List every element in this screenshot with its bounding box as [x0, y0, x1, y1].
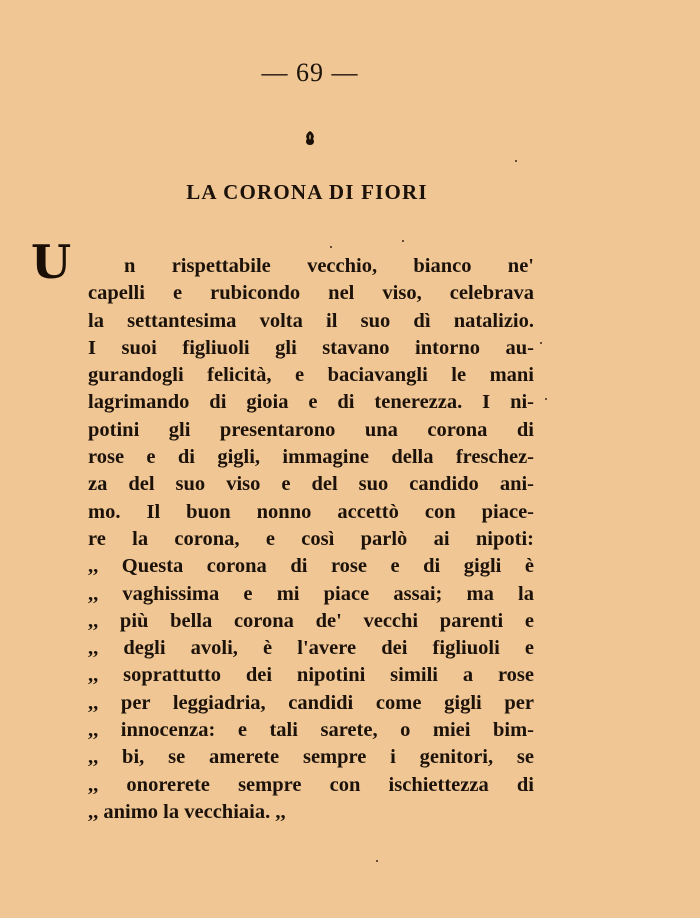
text-line: ,, onorerete sempre con ischiettezza di [88, 773, 534, 796]
text-line: potini gli presentarono una corona di [88, 418, 534, 441]
text-line: ,, animo la vecchiaia. ,, [88, 800, 286, 823]
text-line: I suoi figliuoli gli stavano intorno au- [88, 336, 534, 359]
text-line: n rispettabile vecchio, bianco ne' [124, 255, 534, 277]
text-line: ,, per leggiadria, candidi come gigli per [88, 691, 534, 714]
print-speck [330, 246, 332, 248]
ornament-icon [303, 130, 317, 146]
text-line: capelli e rubicondo nel viso, celebrava [88, 282, 534, 305]
print-speck [545, 398, 547, 400]
body-text [88, 253, 534, 826]
page-number: — 69 — [261, 58, 359, 87]
text-line: ,, degli avoli, è l'avere dei figliuoli e [88, 637, 534, 660]
text-line: gurandogli felicità, e baciavangli le mani [88, 364, 534, 387]
text-line: re la corona, e così parlò ai nipoti: [88, 527, 534, 550]
print-speck [540, 342, 542, 344]
text-line: ,, soprattutto dei nipotini simili a rose [88, 664, 534, 687]
text-line: ,, innocenza: e tali sarete, o miei bim- [88, 719, 534, 742]
text-line: ,, bi, se amerete sempre i genitori, se [88, 746, 534, 769]
text-line: la settantesima volta il suo dì natalizio. [88, 309, 534, 332]
text-line: rose e di gigli, immagine della freschez- [88, 446, 534, 469]
print-speck [402, 240, 404, 242]
text-line: ,, vaghissima e mi piace assai; ma la [88, 582, 534, 605]
text-line: ,, più bella corona de' vecchi parenti e [88, 609, 534, 632]
chapter-title: LA CORONA DI FIORI [186, 180, 428, 204]
drop-cap-initial: U [30, 235, 72, 289]
text-line: lagrimando di gioia e di tenerezza. I ni- [88, 391, 534, 414]
text-line: ,, Questa corona di rose e di gigli è [88, 555, 534, 578]
text-line: mo. Il buon nonno accettò con piace- [88, 500, 534, 523]
print-speck [376, 860, 378, 862]
print-speck [515, 160, 517, 162]
text-line: za del suo viso e del suo candido ani- [88, 473, 534, 496]
